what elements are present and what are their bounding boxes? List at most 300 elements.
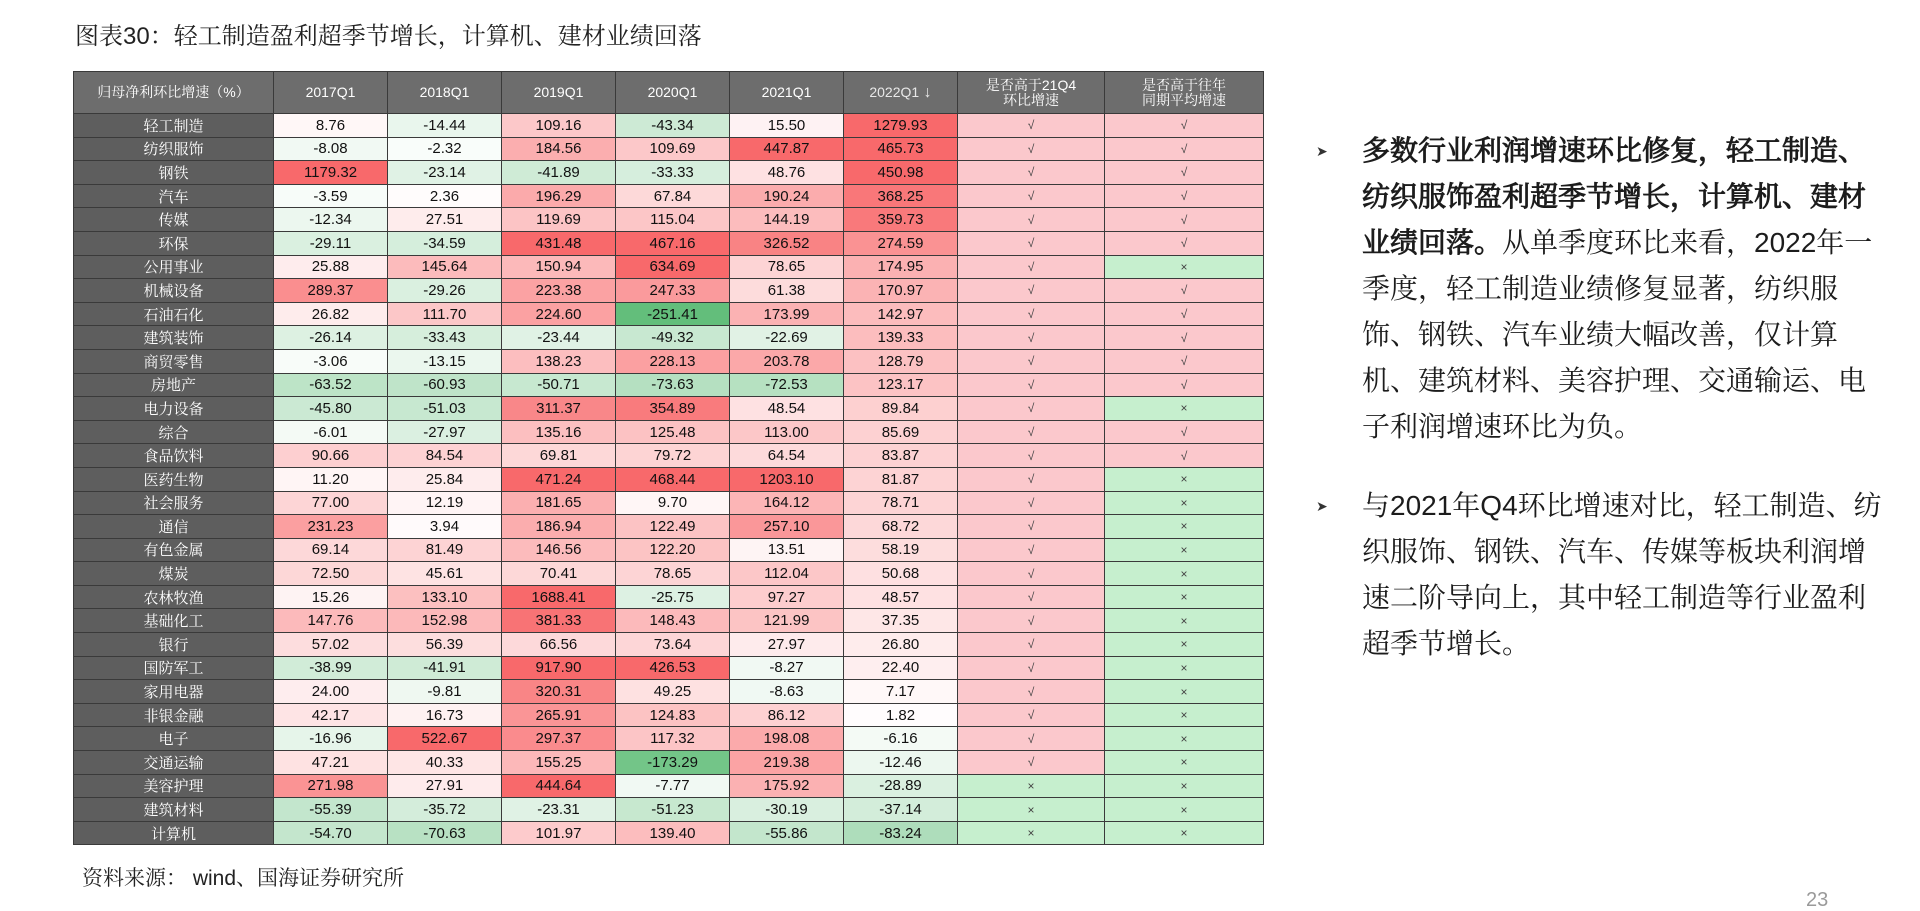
table-row xyxy=(74,279,1264,303)
growth-value-cell: 467.16 xyxy=(616,231,730,255)
growth-value-cell: 381.33 xyxy=(502,609,616,633)
above-avg-indicator: × xyxy=(1105,727,1264,751)
industry-name: 钢铁 xyxy=(74,161,274,185)
growth-value-cell: 11.20 xyxy=(274,467,388,491)
industry-name: 纺织服饰 xyxy=(74,137,274,161)
growth-value-cell: 124.83 xyxy=(616,703,730,727)
bullet-bold-text: 多数行业利润增速环比修复，轻工制造、纺织服饰盈利超季节增长，计算机、建材业绩回落。 xyxy=(1362,135,1867,258)
table-row xyxy=(74,680,1264,704)
growth-value-cell: 115.04 xyxy=(616,208,730,232)
industry-name: 交通运输 xyxy=(74,751,274,775)
table-row xyxy=(74,326,1264,350)
growth-value-cell: -41.89 xyxy=(502,161,616,185)
above-avg-indicator: √ xyxy=(1105,137,1264,161)
growth-value-cell: -55.86 xyxy=(730,821,844,845)
growth-value-cell: 119.69 xyxy=(502,208,616,232)
growth-value-cell: 1688.41 xyxy=(502,585,616,609)
growth-value-cell: 150.94 xyxy=(502,255,616,279)
table-row xyxy=(74,798,1264,822)
industry-name: 非银金融 xyxy=(74,703,274,727)
growth-value-cell: -51.23 xyxy=(616,798,730,822)
growth-value-cell: -30.19 xyxy=(730,798,844,822)
growth-value-cell: 27.51 xyxy=(388,208,502,232)
table-row xyxy=(74,585,1264,609)
growth-value-cell: 170.97 xyxy=(844,279,958,303)
industry-name: 综合 xyxy=(74,420,274,444)
growth-value-cell: -83.24 xyxy=(844,821,958,845)
above-21q4-indicator: √ xyxy=(958,255,1105,279)
growth-value-cell: 97.27 xyxy=(730,585,844,609)
above-avg-indicator: √ xyxy=(1105,349,1264,373)
growth-value-cell: 77.00 xyxy=(274,491,388,515)
growth-value-cell: -8.27 xyxy=(730,656,844,680)
growth-value-cell: -22.69 xyxy=(730,326,844,350)
growth-value-cell: 85.69 xyxy=(844,420,958,444)
industry-name: 传媒 xyxy=(74,208,274,232)
table-row xyxy=(74,727,1264,751)
growth-value-cell: 69.81 xyxy=(502,444,616,468)
growth-value-cell: 15.50 xyxy=(730,114,844,138)
table-row xyxy=(74,467,1264,491)
above-21q4-indicator: √ xyxy=(958,444,1105,468)
growth-value-cell: 40.33 xyxy=(388,751,502,775)
growth-value-cell: 89.84 xyxy=(844,397,958,421)
growth-value-cell: -6.16 xyxy=(844,727,958,751)
industry-name: 建筑材料 xyxy=(74,798,274,822)
industry-name: 石油石化 xyxy=(74,302,274,326)
industry-name: 国防军工 xyxy=(74,656,274,680)
growth-value-cell: -41.91 xyxy=(388,656,502,680)
column-header: 2019Q1 xyxy=(502,72,616,114)
industry-name: 社会服务 xyxy=(74,491,274,515)
growth-value-cell: 112.04 xyxy=(730,562,844,586)
growth-value-cell: 359.73 xyxy=(844,208,958,232)
industry-name: 银行 xyxy=(74,633,274,657)
growth-value-cell: 57.02 xyxy=(274,633,388,657)
table-row xyxy=(74,774,1264,798)
growth-value-cell: 101.97 xyxy=(502,821,616,845)
growth-value-cell: 48.54 xyxy=(730,397,844,421)
commentary xyxy=(1316,128,1886,700)
above-21q4-indicator: √ xyxy=(958,680,1105,704)
above-avg-indicator: × xyxy=(1105,397,1264,421)
table-row xyxy=(74,703,1264,727)
growth-value-cell: 142.97 xyxy=(844,302,958,326)
above-avg-indicator: √ xyxy=(1105,420,1264,444)
table-row xyxy=(74,515,1264,539)
table-row xyxy=(74,255,1264,279)
above-avg-indicator: × xyxy=(1105,633,1264,657)
growth-value-cell: 81.87 xyxy=(844,467,958,491)
growth-value-cell: 447.87 xyxy=(730,137,844,161)
growth-value-cell: 56.39 xyxy=(388,633,502,657)
growth-value-cell: 3.94 xyxy=(388,515,502,539)
above-avg-indicator: × xyxy=(1105,538,1264,562)
industry-name: 机械设备 xyxy=(74,279,274,303)
above-avg-indicator: × xyxy=(1105,656,1264,680)
above-21q4-indicator: √ xyxy=(958,397,1105,421)
growth-value-cell: 173.99 xyxy=(730,302,844,326)
growth-value-cell: 2.36 xyxy=(388,184,502,208)
growth-value-cell: 1179.32 xyxy=(274,161,388,185)
growth-value-cell: 164.12 xyxy=(730,491,844,515)
above-avg-indicator: √ xyxy=(1105,279,1264,303)
growth-value-cell: 174.95 xyxy=(844,255,958,279)
above-21q4-indicator: √ xyxy=(958,538,1105,562)
growth-value-cell: 468.44 xyxy=(616,467,730,491)
above-avg-indicator: √ xyxy=(1105,184,1264,208)
growth-value-cell: 25.88 xyxy=(274,255,388,279)
growth-value-cell: 83.87 xyxy=(844,444,958,468)
growth-value-cell: 81.49 xyxy=(388,538,502,562)
growth-value-cell: 444.64 xyxy=(502,774,616,798)
above-avg-indicator: × xyxy=(1105,515,1264,539)
growth-value-cell: -38.99 xyxy=(274,656,388,680)
above-21q4-indicator: √ xyxy=(958,515,1105,539)
growth-value-cell: 184.56 xyxy=(502,137,616,161)
industry-name: 有色金属 xyxy=(74,538,274,562)
above-21q4-indicator: √ xyxy=(958,609,1105,633)
above-21q4-indicator: × xyxy=(958,798,1105,822)
growth-value-cell: 326.52 xyxy=(730,231,844,255)
growth-value-cell: 274.59 xyxy=(844,231,958,255)
above-avg-indicator: × xyxy=(1105,821,1264,845)
growth-value-cell: -72.53 xyxy=(730,373,844,397)
growth-value-cell: 289.37 xyxy=(274,279,388,303)
growth-value-cell: 231.23 xyxy=(274,515,388,539)
source-note: 资料来源： wind、国海证券研究所 xyxy=(82,867,405,890)
growth-value-cell: -16.96 xyxy=(274,727,388,751)
growth-value-cell: 471.24 xyxy=(502,467,616,491)
industry-name: 公用事业 xyxy=(74,255,274,279)
growth-value-cell: -29.26 xyxy=(388,279,502,303)
growth-value-cell: 186.94 xyxy=(502,515,616,539)
growth-value-cell: 69.14 xyxy=(274,538,388,562)
growth-value-cell: 138.23 xyxy=(502,349,616,373)
growth-value-cell: -23.44 xyxy=(502,326,616,350)
growth-value-cell: -43.34 xyxy=(616,114,730,138)
growth-value-cell: -12.46 xyxy=(844,751,958,775)
growth-value-cell: 465.73 xyxy=(844,137,958,161)
growth-value-cell: 175.92 xyxy=(730,774,844,798)
growth-value-cell: -2.32 xyxy=(388,137,502,161)
table-row xyxy=(74,562,1264,586)
above-avg-indicator: √ xyxy=(1105,444,1264,468)
growth-value-cell: -49.32 xyxy=(616,326,730,350)
industry-name: 煤炭 xyxy=(74,562,274,586)
growth-value-cell: -173.29 xyxy=(616,751,730,775)
table-row xyxy=(74,184,1264,208)
table-row xyxy=(74,137,1264,161)
industry-name: 商贸零售 xyxy=(74,349,274,373)
table-row xyxy=(74,444,1264,468)
above-avg-indicator: × xyxy=(1105,680,1264,704)
above-avg-indicator: √ xyxy=(1105,208,1264,232)
above-21q4-indicator: √ xyxy=(958,161,1105,185)
growth-value-cell: -12.34 xyxy=(274,208,388,232)
growth-value-cell: -25.75 xyxy=(616,585,730,609)
growth-value-cell: -7.77 xyxy=(616,774,730,798)
above-avg-indicator: × xyxy=(1105,798,1264,822)
growth-value-cell: -27.97 xyxy=(388,420,502,444)
growth-value-cell: 86.12 xyxy=(730,703,844,727)
above-21q4-indicator: √ xyxy=(958,208,1105,232)
growth-value-cell: 109.69 xyxy=(616,137,730,161)
growth-value-cell: -33.33 xyxy=(616,161,730,185)
column-header: 2018Q1 xyxy=(388,72,502,114)
growth-value-cell: 58.19 xyxy=(844,538,958,562)
above-avg-indicator: × xyxy=(1105,774,1264,798)
industry-name: 汽车 xyxy=(74,184,274,208)
growth-value-cell: 311.37 xyxy=(502,397,616,421)
growth-value-cell: 122.20 xyxy=(616,538,730,562)
growth-value-cell: 228.13 xyxy=(616,349,730,373)
growth-value-cell: 90.66 xyxy=(274,444,388,468)
growth-value-cell: -50.71 xyxy=(502,373,616,397)
growth-value-cell: -28.89 xyxy=(844,774,958,798)
industry-name: 基础化工 xyxy=(74,609,274,633)
growth-value-cell: 66.56 xyxy=(502,633,616,657)
above-21q4-indicator: √ xyxy=(958,633,1105,657)
growth-value-cell: 25.84 xyxy=(388,467,502,491)
growth-value-cell: 190.24 xyxy=(730,184,844,208)
above-21q4-indicator: √ xyxy=(958,656,1105,680)
above-21q4-indicator: √ xyxy=(958,420,1105,444)
growth-value-cell: 12.19 xyxy=(388,491,502,515)
growth-value-cell: -251.41 xyxy=(616,302,730,326)
growth-value-cell: 78.65 xyxy=(616,562,730,586)
above-avg-indicator: √ xyxy=(1105,161,1264,185)
growth-value-cell: 634.69 xyxy=(616,255,730,279)
table-row xyxy=(74,420,1264,444)
table-row xyxy=(74,491,1264,515)
growth-value-cell: -70.63 xyxy=(388,821,502,845)
growth-value-cell: -33.43 xyxy=(388,326,502,350)
growth-value-cell: 219.38 xyxy=(730,751,844,775)
growth-value-cell: 139.40 xyxy=(616,821,730,845)
industry-name: 通信 xyxy=(74,515,274,539)
growth-value-cell: 26.80 xyxy=(844,633,958,657)
growth-value-cell: 139.33 xyxy=(844,326,958,350)
growth-value-cell: -26.14 xyxy=(274,326,388,350)
growth-value-cell: -63.52 xyxy=(274,373,388,397)
growth-value-cell: 84.54 xyxy=(388,444,502,468)
growth-value-cell: 27.91 xyxy=(388,774,502,798)
growth-value-cell: 78.71 xyxy=(844,491,958,515)
table-row xyxy=(74,633,1264,657)
growth-value-cell: 128.79 xyxy=(844,349,958,373)
table-row xyxy=(74,609,1264,633)
table-row xyxy=(74,656,1264,680)
above-21q4-indicator: × xyxy=(958,774,1105,798)
growth-value-cell: 181.65 xyxy=(502,491,616,515)
growth-value-cell: 122.49 xyxy=(616,515,730,539)
growth-value-cell: 22.40 xyxy=(844,656,958,680)
growth-value-cell: 450.98 xyxy=(844,161,958,185)
industry-name: 食品饮料 xyxy=(74,444,274,468)
above-avg-indicator: × xyxy=(1105,609,1264,633)
growth-value-cell: 125.48 xyxy=(616,420,730,444)
growth-value-cell: 68.72 xyxy=(844,515,958,539)
growth-value-cell: 198.08 xyxy=(730,727,844,751)
arrow-bullet-icon: ➤ xyxy=(1316,143,1328,159)
growth-value-cell: 15.26 xyxy=(274,585,388,609)
growth-value-cell: 49.25 xyxy=(616,680,730,704)
growth-value-cell: 13.51 xyxy=(730,538,844,562)
above-21q4-indicator: √ xyxy=(958,373,1105,397)
above-21q4-indicator: √ xyxy=(958,491,1105,515)
above-21q4-indicator: √ xyxy=(958,184,1105,208)
column-header[interactable]: 2022Q1 ↓ xyxy=(844,72,958,114)
column-header: 是否高于往年 同期平均增速 xyxy=(1105,72,1264,114)
growth-value-cell: 78.65 xyxy=(730,255,844,279)
growth-value-cell: 320.31 xyxy=(502,680,616,704)
table-row xyxy=(74,208,1264,232)
industry-name: 建筑装饰 xyxy=(74,326,274,350)
table-row xyxy=(74,349,1264,373)
above-21q4-indicator: √ xyxy=(958,562,1105,586)
column-header: 2021Q1 xyxy=(730,72,844,114)
industry-profit-growth-table xyxy=(73,71,1264,845)
table-row xyxy=(74,821,1264,845)
bullet-text: 与2021年Q4环比增速对比，轻工制造、纺织服饰、钢铁、汽车、传媒等板块利润增速二阶导向上，其中轻工制造等行业盈利超季节增长。 xyxy=(1362,490,1882,659)
above-21q4-indicator: √ xyxy=(958,279,1105,303)
growth-value-cell: 148.43 xyxy=(616,609,730,633)
growth-value-cell: 152.98 xyxy=(388,609,502,633)
growth-value-cell: -8.08 xyxy=(274,137,388,161)
growth-value-cell: 522.67 xyxy=(388,727,502,751)
above-avg-indicator: × xyxy=(1105,703,1264,727)
growth-value-cell: 146.56 xyxy=(502,538,616,562)
table-row xyxy=(74,302,1264,326)
above-avg-indicator: √ xyxy=(1105,114,1264,138)
industry-name: 计算机 xyxy=(74,821,274,845)
above-avg-indicator: × xyxy=(1105,585,1264,609)
growth-value-cell: -6.01 xyxy=(274,420,388,444)
above-avg-indicator: × xyxy=(1105,491,1264,515)
growth-value-cell: 297.37 xyxy=(502,727,616,751)
growth-value-cell: 37.35 xyxy=(844,609,958,633)
bullet-text: 从单季度环比来看，2022年一季度，轻工制造业绩修复显著，纺织服饰、钢铁、汽车业绩大幅改善，仅计算机、建筑材料、美容护理、交通输运、电子利润增速环比为负。 xyxy=(1362,227,1873,442)
above-21q4-indicator: √ xyxy=(958,326,1105,350)
bullet-point xyxy=(1316,128,1886,450)
above-avg-indicator: √ xyxy=(1105,373,1264,397)
table-row xyxy=(74,161,1264,185)
bullet-point xyxy=(1316,483,1886,667)
industry-name: 农林牧渔 xyxy=(74,585,274,609)
growth-value-cell: 47.21 xyxy=(274,751,388,775)
growth-value-cell: 26.82 xyxy=(274,302,388,326)
table-row xyxy=(74,538,1264,562)
above-21q4-indicator: √ xyxy=(958,467,1105,491)
growth-value-cell: 67.84 xyxy=(616,184,730,208)
growth-value-cell: 111.70 xyxy=(388,302,502,326)
industry-name: 电子 xyxy=(74,727,274,751)
growth-value-cell: 117.32 xyxy=(616,727,730,751)
growth-value-cell: 121.99 xyxy=(730,609,844,633)
growth-value-cell: -3.59 xyxy=(274,184,388,208)
above-avg-indicator: √ xyxy=(1105,231,1264,255)
growth-value-cell: 368.25 xyxy=(844,184,958,208)
growth-value-cell: 79.72 xyxy=(616,444,730,468)
above-21q4-indicator: √ xyxy=(958,231,1105,255)
industry-name: 电力设备 xyxy=(74,397,274,421)
growth-value-cell: -45.80 xyxy=(274,397,388,421)
growth-value-cell: 27.97 xyxy=(730,633,844,657)
above-avg-indicator: × xyxy=(1105,255,1264,279)
growth-value-cell: 113.00 xyxy=(730,420,844,444)
column-header: 2017Q1 xyxy=(274,72,388,114)
growth-value-cell: 8.76 xyxy=(274,114,388,138)
growth-value-cell: -14.44 xyxy=(388,114,502,138)
growth-value-cell: -23.14 xyxy=(388,161,502,185)
above-21q4-indicator: √ xyxy=(958,703,1105,727)
growth-value-cell: 133.10 xyxy=(388,585,502,609)
growth-value-cell: -13.15 xyxy=(388,349,502,373)
growth-value-cell: 431.48 xyxy=(502,231,616,255)
growth-value-cell: -9.81 xyxy=(388,680,502,704)
above-avg-indicator: √ xyxy=(1105,326,1264,350)
industry-name: 医药生物 xyxy=(74,467,274,491)
table-row xyxy=(74,231,1264,255)
growth-value-cell: 144.19 xyxy=(730,208,844,232)
growth-value-cell: 426.53 xyxy=(616,656,730,680)
growth-value-cell: 9.70 xyxy=(616,491,730,515)
above-21q4-indicator: × xyxy=(958,821,1105,845)
growth-value-cell: 73.64 xyxy=(616,633,730,657)
growth-value-cell: 70.41 xyxy=(502,562,616,586)
industry-name: 家用电器 xyxy=(74,680,274,704)
growth-value-cell: -60.93 xyxy=(388,373,502,397)
growth-value-cell: 45.61 xyxy=(388,562,502,586)
growth-value-cell: -55.39 xyxy=(274,798,388,822)
growth-value-cell: 61.38 xyxy=(730,279,844,303)
table-row xyxy=(74,751,1264,775)
above-avg-indicator: × xyxy=(1105,467,1264,491)
growth-value-cell: 48.57 xyxy=(844,585,958,609)
above-21q4-indicator: √ xyxy=(958,727,1105,751)
growth-value-cell: 64.54 xyxy=(730,444,844,468)
growth-value-cell: -35.72 xyxy=(388,798,502,822)
growth-value-cell: -54.70 xyxy=(274,821,388,845)
growth-value-cell: -37.14 xyxy=(844,798,958,822)
above-21q4-indicator: √ xyxy=(958,751,1105,775)
above-21q4-indicator: √ xyxy=(958,585,1105,609)
growth-value-cell: 155.25 xyxy=(502,751,616,775)
growth-value-cell: 145.64 xyxy=(388,255,502,279)
table-row xyxy=(74,114,1264,138)
above-21q4-indicator: √ xyxy=(958,114,1105,138)
growth-value-cell: -34.59 xyxy=(388,231,502,255)
growth-value-cell: -23.31 xyxy=(502,798,616,822)
arrow-down-icon[interactable]: ↓ xyxy=(919,84,932,101)
column-header: 是否高于21Q4 环比增速 xyxy=(958,72,1105,114)
above-avg-indicator: √ xyxy=(1105,302,1264,326)
industry-name: 环保 xyxy=(74,231,274,255)
industry-name: 美容护理 xyxy=(74,774,274,798)
growth-value-cell: 203.78 xyxy=(730,349,844,373)
growth-value-cell: 265.91 xyxy=(502,703,616,727)
growth-value-cell: -51.03 xyxy=(388,397,502,421)
column-header: 2020Q1 xyxy=(616,72,730,114)
growth-value-cell: 247.33 xyxy=(616,279,730,303)
growth-value-cell: 1203.10 xyxy=(730,467,844,491)
growth-value-cell: 50.68 xyxy=(844,562,958,586)
table-header-row xyxy=(74,72,1264,114)
growth-value-cell: 196.29 xyxy=(502,184,616,208)
growth-value-cell: 42.17 xyxy=(274,703,388,727)
growth-value-cell: -3.06 xyxy=(274,349,388,373)
